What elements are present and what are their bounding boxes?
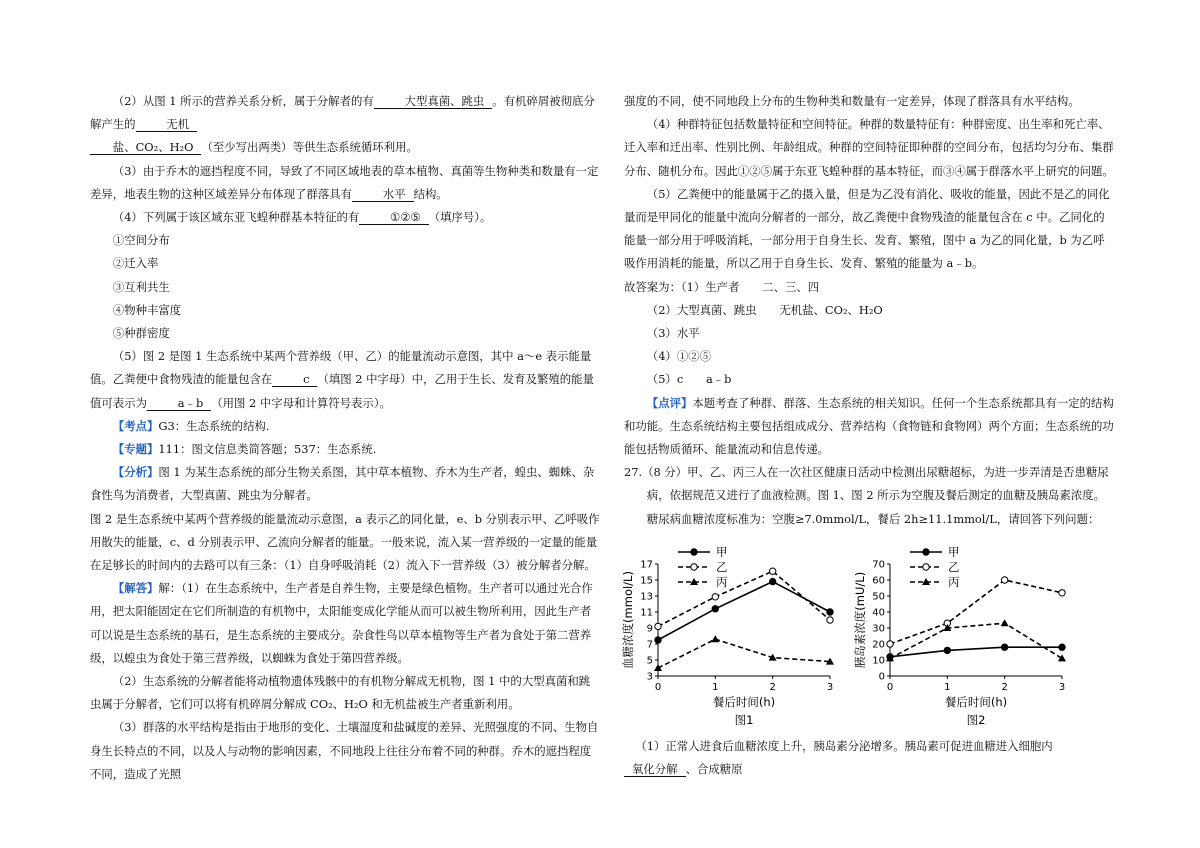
- data-point: [1001, 619, 1009, 626]
- legend-label: 甲: [716, 545, 728, 559]
- chart-blood-glucose: [621, 545, 864, 732]
- zhuanti-tag: 【专题】: [112, 442, 159, 457]
- data-point: [944, 647, 950, 653]
- y-tick-label: 10: [872, 655, 885, 667]
- x-tick-label: 0: [654, 682, 662, 693]
- y-tick-label: 17: [640, 559, 653, 571]
- right-column: [624, 90, 1114, 531]
- kaodian-tag: 【考点】: [112, 418, 159, 433]
- answer-3: （3）水平: [646, 326, 700, 341]
- q2-answer-1: 大型真菌、跳虫: [374, 94, 493, 109]
- dianping-tag: 【点评】: [646, 395, 693, 410]
- answer-header: 故答案为：（1）生产者 二、三、四: [624, 279, 820, 294]
- chart-insulin: [853, 545, 1106, 732]
- data-point: [827, 609, 833, 615]
- data-point: [887, 641, 893, 647]
- x-axis-label: 餐后时间(h): [944, 695, 1008, 709]
- right-para-3: （5）乙粪便中的能量属于乙的摄入量，但是为乙没有消化、吸收的能量，因此不是乙的同化量而是甲同化的能量中流向分解者的一部分，故乙粪便中食物残渣的能量包含在 c 中。乙同化的能量一部分用于呼吸消耗，一部分用于自身生长、发育、繁殖，图中 a 为乙的同化量，b 为乙呼吸作用消耗的能量，所以乙用于自身生长、发育、繁殖的能量为 a﹣b。: [624, 186, 1110, 271]
- dianping-text: 本题考查了种群、群落、生态系统的相关知识。任何一个生态系统都具有一定的结构和功能。生态系统结构主要包括组成成分、营养结构（食物链和食物网）两个方面；生态系统的功能包括物质循环、能量流动和信息传递。: [624, 395, 1114, 457]
- legend-label: 丙: [716, 575, 728, 589]
- q3-text-a: （3）由于乔木的遮挡程度不同，导致了不同区域地表的草本植物、真菌等生物种类和数量有一定差异，地表生物的这种区域差异分布体现了群落具有: [90, 163, 599, 201]
- y-tick-label: 11: [640, 607, 653, 619]
- q5-text-c: （用图 2 中字母和计算符号表示）。: [211, 395, 391, 410]
- right-para-2: （4）种群特征包括数量特征和空间特征。种群的数量特征有：种群密度、出生率和死亡率、迁入率和迁出率、性别比例、年龄组成。种群的空间特征即种群的空间分布，包括均匀分布、集群分布、随机分布。因此①②⑤属于东亚飞蝗种群的基本特征，而③④属于群落水平上研究的问题。: [624, 117, 1114, 178]
- data-point: [712, 606, 718, 612]
- jieda-3: （3）群落的水平结构是指由于地形的变化、土壤湿度和盐碱度的差异、光照强度的不同、生物自身生长特点的不同，以及人与动物的影响因素，不同地段上往往分布着不同的种群。乔木的遮挡程度不同，造成了光照: [90, 720, 599, 781]
- y-tick-label: 70: [872, 559, 885, 571]
- data-point: [827, 617, 833, 623]
- data-point: [1059, 590, 1065, 596]
- x-tick-label: 1: [944, 682, 951, 693]
- data-point: [655, 623, 661, 629]
- y-tick-label: 9: [646, 623, 653, 635]
- legend-marker: [923, 549, 929, 555]
- y-axis-label: 胰岛素浓度(mU/L): [853, 571, 867, 669]
- y-tick-label: 50: [872, 591, 885, 603]
- data-point: [769, 568, 775, 574]
- question-5: [90, 345, 600, 415]
- option-4: ④物种丰富度: [112, 302, 182, 317]
- data-point: [769, 578, 775, 584]
- legend-label: 甲: [948, 545, 960, 559]
- question-4: [90, 206, 600, 229]
- q3-answer: 水平: [352, 187, 414, 202]
- q5-answer-2: a﹣b: [147, 396, 211, 411]
- series-line-1: [658, 571, 830, 626]
- data-point: [655, 637, 661, 643]
- option-3: ③互利共生: [112, 279, 170, 294]
- y-tick-label: 40: [872, 607, 885, 619]
- x-axis-label: 餐后时间(h): [712, 695, 776, 709]
- fenxi-tag: 【分析】: [112, 465, 159, 480]
- data-point: [711, 635, 719, 642]
- dianping-line: [624, 392, 1114, 462]
- x-tick-label: 1: [712, 682, 719, 693]
- data-point: [1001, 577, 1007, 583]
- q3-text-b: 结构。: [413, 186, 448, 201]
- x-tick-label: 3: [1058, 682, 1066, 693]
- legend-marker: [923, 564, 929, 570]
- series-line-1: [890, 580, 1062, 644]
- q2-text-a: （2）从图 1 所示的营养关系分析，属于分解者的有: [112, 94, 374, 108]
- y-tick-label: 15: [640, 575, 653, 587]
- q5-text-b: （填图 2 中字母）中，乙用于生长、发育及繁殖的能量值可表示为: [90, 372, 594, 410]
- q2-answer-2b: 盐、CO₂、H₂O: [90, 140, 201, 155]
- series-line-0: [658, 582, 830, 640]
- jieda-tag: 【解答】: [112, 581, 159, 596]
- x-tick-label: 2: [769, 682, 776, 693]
- legend-label: 丙: [948, 575, 960, 589]
- fenxi-text-2: 图 2 是生态系统中某两个营养级的能量流动示意图，a 表示乙的同化量，e、b 分别表示甲、乙呼吸作用散失的能量，c、d 分别表示甲、乙流向分解者的能量。一般来说，流入某一营养级的一定量的能量在足够长的时间内的去路可以有三条：（1）自身呼吸消耗（2）流入下一营养级（3）被分解者分解。: [90, 511, 600, 573]
- left-column: [90, 90, 600, 786]
- fenxi-line: [90, 461, 600, 507]
- y-tick-label: 13: [640, 591, 653, 603]
- option-2: ②迁入率: [112, 256, 159, 271]
- q2-text-b: 。有机碎屑被彻底分解产生的: [90, 94, 595, 132]
- x-tick-label: 3: [826, 682, 834, 693]
- data-point: [1001, 644, 1007, 650]
- question-2: [90, 90, 600, 160]
- zhuanti-line: [90, 438, 600, 461]
- y-tick-label: 5: [646, 655, 653, 667]
- y-tick-label: 0: [878, 671, 885, 683]
- jieda-2: （2）生态系统的分解者能将动植物遗体残骸中的有机物分解成无机物，图 1 中的大型真菌和跳虫属于分解者，它们可以将有机碎屑分解成 CO₂、H₂O 和无机盐被生产者重新利用。: [90, 674, 591, 712]
- q27-1-text-b: 、合成糖原: [685, 762, 743, 776]
- y-tick-label: 7: [646, 639, 653, 651]
- question-27: 27.（8 分）甲、乙、丙三人在一次社区健康日活动中检测出尿糖超标，为进一步弄清是否患糖尿病，依据规范又进行了血液检测。图 1、图 2 所示为空腹及餐后测定的血糖及胰岛素浓度。糖尿病血糖浓度标准为：空腹≥7.0mmol/L，餐后 2h≥11.1mmol/L，请回答下列问题：: [624, 465, 1109, 526]
- fenxi-text: 图 1 为某生态系统的部分生物关系图，其中草本植物、乔木为生产者，蝗虫、蜘蛛、杂食性鸟为消费者，大型真菌、跳虫为分解者。: [90, 465, 595, 503]
- option-5: ⑤种群密度: [112, 326, 170, 341]
- jieda-line: [90, 577, 600, 670]
- q5-text-a: （5）图 2 是图 1 生态系统中某两个营养级（甲、乙）的能量流动示意图，其中 a～e 表示能量值。乙粪便中食物残渣的能量包含在: [90, 349, 592, 387]
- question-3: [90, 160, 600, 206]
- y-tick-label: 20: [872, 639, 885, 651]
- jieda-text: 解：（1）在生态系统中，生产者是自养生物，主要是绿色植物。生产者可以通过光合作用，把太阳能固定在它们所制造的有机物中，太阳能变成化学能从而可以被生物所利用，因此生产者可以说是生态系统的基石，是生态系统的主要成分。杂食性鸟以草本植物等生产者为食处于第二营养级，以蝗虫为食处于第三营养级，以蜘蛛为食处于第四营养级。: [90, 581, 593, 665]
- zhuanti-text: 111：图文信息类简答题；537：生态系统.: [158, 442, 377, 457]
- chart-caption: 图1: [734, 713, 754, 727]
- charts-area: [621, 545, 1114, 732]
- data-point: [1059, 644, 1065, 650]
- q27-1-text-a: （1）正常人进食后血糖浓度上升，胰岛素分泌增多。胰岛素可促进血糖进入细胞内: [635, 739, 1053, 753]
- q27-1-answer: 氧化分解: [624, 762, 686, 777]
- x-tick-label: 2: [1001, 682, 1008, 693]
- answer-2: （2）大型真菌、跳虫 无机盐、CO₂、H₂O: [646, 302, 883, 317]
- legend-marker: [691, 549, 697, 555]
- series-line-0: [890, 647, 1062, 657]
- option-1: ①空间分布: [112, 233, 170, 248]
- q2-text-c: （至少写出两类）等供生态系统循环利用。: [201, 140, 418, 155]
- q4-answer: ①②⑤: [359, 210, 428, 225]
- legend-label: 乙: [948, 560, 960, 574]
- legend-label: 乙: [716, 560, 728, 574]
- q4-text-b: （填序号）。: [428, 210, 492, 225]
- kaodian-text: G3：生态系统的结构.: [158, 418, 270, 433]
- q5-answer-1: c: [272, 372, 317, 387]
- q2-answer-2a: 无机: [136, 117, 198, 132]
- q4-text-a: （4）下列属于该区域东亚飞蝗种群基本特征的有: [112, 210, 360, 225]
- x-tick-label: 0: [886, 682, 894, 693]
- y-axis-label: 血糖浓度(mmol/L): [621, 571, 635, 669]
- right-para-1: 强度的不同，使不同地段上分布的生物种类和数量有一定差异，体现了群落具有水平结构。: [624, 94, 1080, 108]
- y-tick-label: 60: [872, 575, 885, 587]
- answer-5: （5）c a﹣b: [646, 372, 732, 387]
- chart-caption: 图2: [966, 713, 986, 727]
- answer-4: （4）①②⑤: [646, 349, 711, 364]
- y-tick-label: 3: [646, 671, 653, 683]
- series-line-2: [658, 639, 830, 668]
- question-27-1: [624, 735, 1114, 781]
- y-tick-label: 30: [872, 623, 885, 635]
- data-point: [1058, 654, 1066, 661]
- legend-marker: [691, 564, 697, 570]
- data-point: [654, 664, 662, 671]
- data-point: [712, 594, 718, 600]
- kaodian-line: [90, 415, 600, 438]
